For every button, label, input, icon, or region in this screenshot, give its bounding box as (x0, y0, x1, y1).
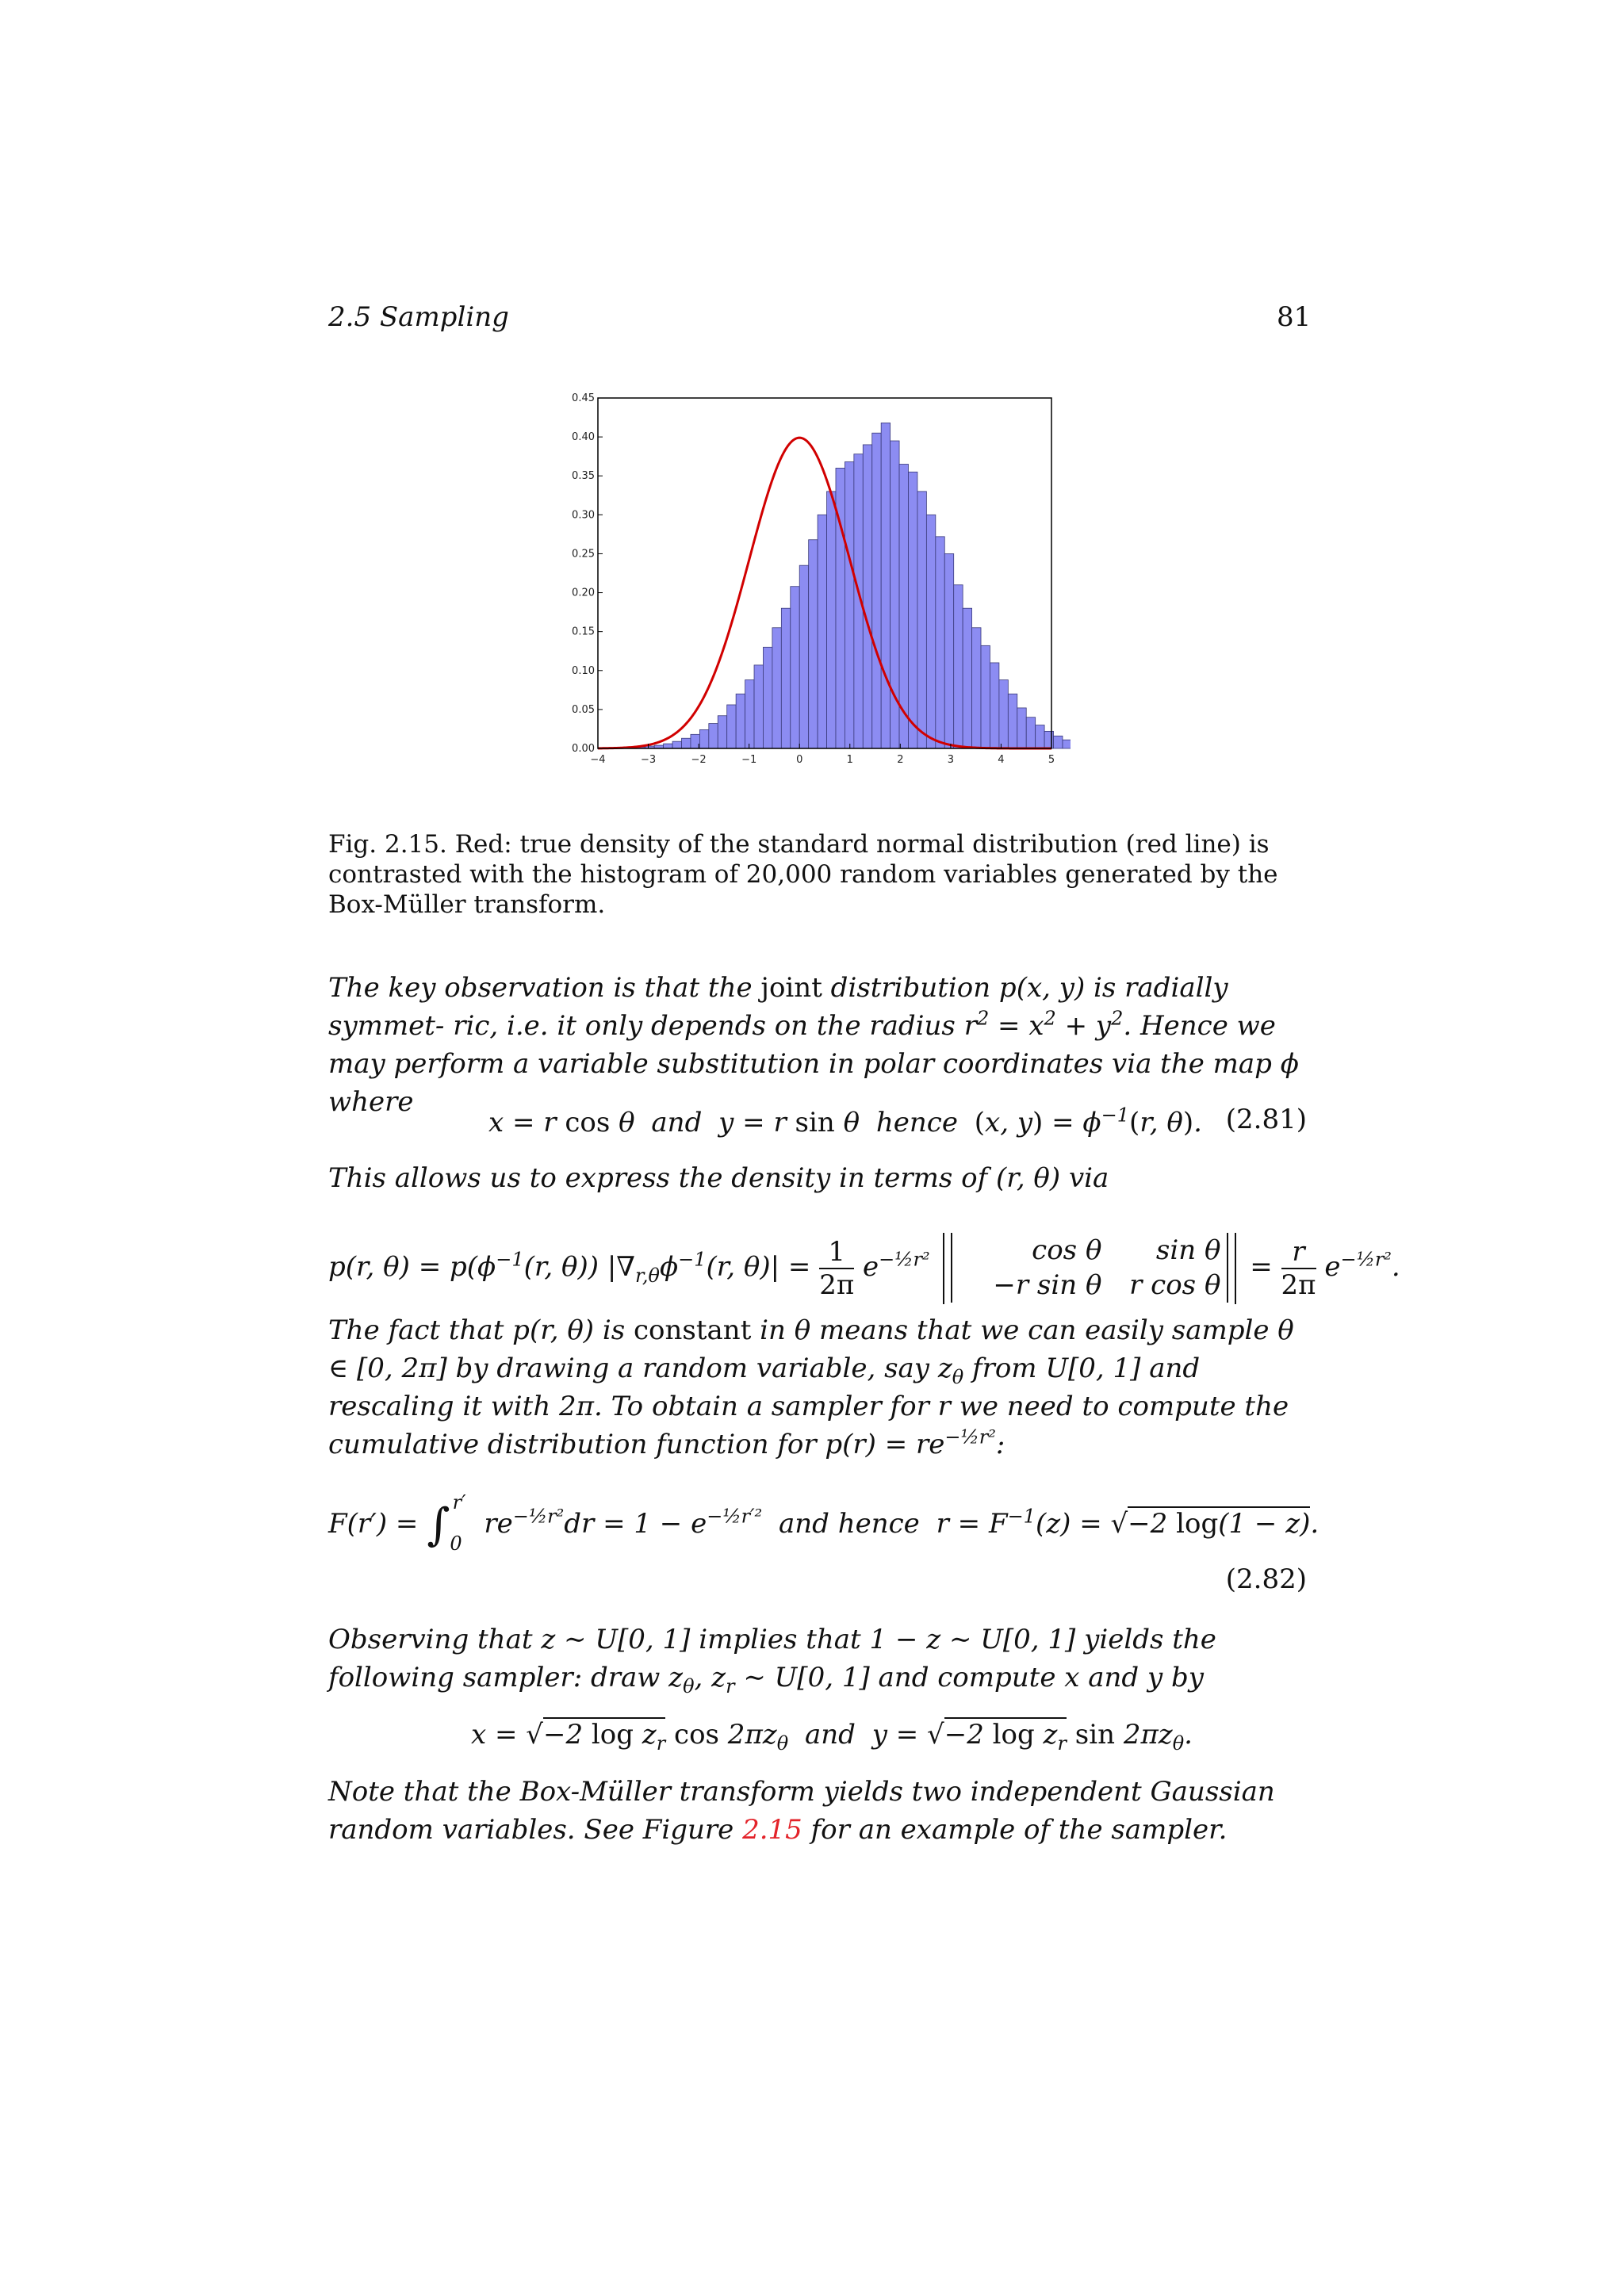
running-head-section: 2.5 Sampling (328, 301, 509, 333)
histogram-bar (818, 515, 826, 748)
histogram-bar (944, 553, 953, 748)
y-tick-label: 0.20 (572, 587, 595, 599)
paragraph-conclusion (328, 1773, 1307, 1849)
conclusion-text-before: Note that the Box-Müller transform yields two independent Gaussian random variables. See Figure (328, 1776, 1275, 1846)
equation-number-2-81: (2.81) (1225, 1104, 1307, 1135)
histogram-bar (672, 741, 681, 748)
histogram-bar (718, 716, 726, 748)
histogram-bar (845, 462, 853, 748)
equation-2-82: $F(r') = \int_0^{r'}$ $re^{-\frac{1}{2}r^2}dr = 1 - e^{-\frac{1}{2}r'^2}$ and hence $r = F^{-1}(z) = √-2$ log(1 − z). (328, 1490, 1320, 1555)
histogram-bar (917, 492, 926, 748)
histogram-bar (954, 585, 963, 748)
histogram-bar (999, 680, 1008, 748)
equation-number-2-82: (2.82) (1225, 1563, 1307, 1595)
x-tick-label: 2 (897, 754, 904, 766)
y-tick-label: 0.35 (572, 470, 595, 483)
histogram-bar (727, 705, 736, 748)
histogram-bar (709, 724, 718, 748)
histogram-bar (664, 744, 672, 748)
histogram-bar (1008, 694, 1017, 748)
paragraph-sampling-theta: The fact that p(r, θ) is constant in θ means that we can easily sample θ ∈ [0, 2π] by drawing a random variable, say $z_\theta$ from U[0, 1] and rescaling it with 2π. To obtain a sampler for r we need to compute the cumulative distribution function for $p(r) = re^{-\frac{1}{2}r^2}$: (328, 1314, 1294, 1460)
x-tick-label: −2 (691, 754, 707, 766)
x-tick-label: 5 (1048, 754, 1055, 766)
x-tick-label: −4 (590, 754, 606, 766)
histogram-bar (1017, 708, 1026, 748)
histogram-bar (763, 647, 772, 748)
x-tick-label: −3 (640, 754, 657, 766)
histogram-bar (863, 445, 871, 748)
histogram-bar (990, 663, 998, 748)
histogram-bar (881, 423, 890, 748)
equation-density: p(r, $\theta) = p(\phi^{-1}(r$, θ)) $|\nabla_{r,\theta}\phi^{-1}(r$, θ)| = $\frac{1}{2\pi}$ $e^{-\frac{1}{2}r^2}$ cos θ sin θ −r sin θ r cos θ = $\frac{r}{2\pi}$ $e^{-\frac{1}{2}r^2}$. (328, 1233, 1400, 1304)
x-tick-label: 3 (947, 754, 955, 766)
x-tick-label: 1 (846, 754, 853, 766)
histogram-bar (1063, 740, 1071, 748)
histogram-bar (772, 628, 781, 748)
histogram-bar (791, 587, 799, 748)
paragraph-density-intro: This allows us to express the density in terms of (r, θ) via (328, 1162, 1109, 1194)
histogram-chart (555, 388, 1071, 777)
y-tick-label: 0.45 (572, 392, 595, 404)
histogram-bar (872, 433, 881, 748)
histogram-bar (699, 729, 708, 748)
histogram-bar (972, 628, 981, 748)
y-tick-label: 0.10 (572, 664, 595, 677)
y-tick-label: 0.25 (572, 548, 595, 561)
histogram-bar (926, 515, 935, 748)
conclusion-text-after: for an example of the sampler. (802, 1814, 1228, 1846)
x-tick-label: 4 (998, 754, 1005, 766)
figure-caption: Fig. 2.15. Red: true density of the standard normal distribution (red line) is contrasted with the histogram of 20,000 random variables generated by the Box-Müller transform. (328, 830, 1278, 919)
y-tick-label: 0.15 (572, 626, 595, 638)
equation-2-81: x = r cos θ and y = r sin θ hence (x, $y) = \phi^{-1}(r$, θ). (488, 1104, 1202, 1138)
histogram-bar (781, 608, 790, 748)
histogram-bars (600, 423, 1071, 748)
histogram-bar (1044, 731, 1053, 748)
histogram-bar (736, 694, 745, 748)
histogram-bar (754, 665, 763, 748)
figure-link[interactable]: 2.15 (742, 1814, 802, 1846)
histogram-bar (936, 537, 944, 748)
histogram-bar (1036, 725, 1044, 748)
histogram-figure (555, 388, 1071, 777)
histogram-bar (827, 492, 836, 748)
y-tick-label: 0.40 (572, 431, 595, 444)
x-tick-label: 0 (796, 754, 803, 766)
histogram-bar (963, 608, 971, 748)
histogram-bar (1026, 718, 1035, 748)
paragraph-radial-symmetry: The key observation is that the joint distribution p(x, y) is radially symmet- ric, i.e. it only depends on the radius $r^2 = x^2 + y^2$. Hence we may perform a variable substitution in polar coordinates via the map ϕ where (328, 972, 1299, 1118)
y-tick-label: 0.05 (572, 703, 595, 716)
histogram-bar (981, 645, 990, 748)
histogram-bar (1054, 736, 1063, 748)
histogram-bar (809, 540, 818, 748)
paragraph-sampler: Observing that z ∼ U[0, 1] implies that 1 − z ∼ U[0, 1] yields the following sampler: draw $z_\theta$, $z_r$ ∼ U[0, 1] and compute x and y by (328, 1624, 1216, 1697)
y-tick-label: 0.30 (572, 509, 595, 522)
histogram-bar (682, 738, 691, 748)
histogram-bar (745, 680, 754, 748)
x-tick-label: −1 (741, 754, 757, 766)
equation-xy: x = √−2 $\log z_r$ $\cos 2\pi z_\theta$ and y = √−2 $\log z_r$ $\sin 2\pi z_\theta$. (471, 1719, 1193, 1755)
y-tick-label: 0.00 (572, 743, 595, 755)
histogram-bar (799, 565, 808, 748)
page-number: 81 (1277, 301, 1312, 333)
histogram-bar (909, 472, 917, 748)
